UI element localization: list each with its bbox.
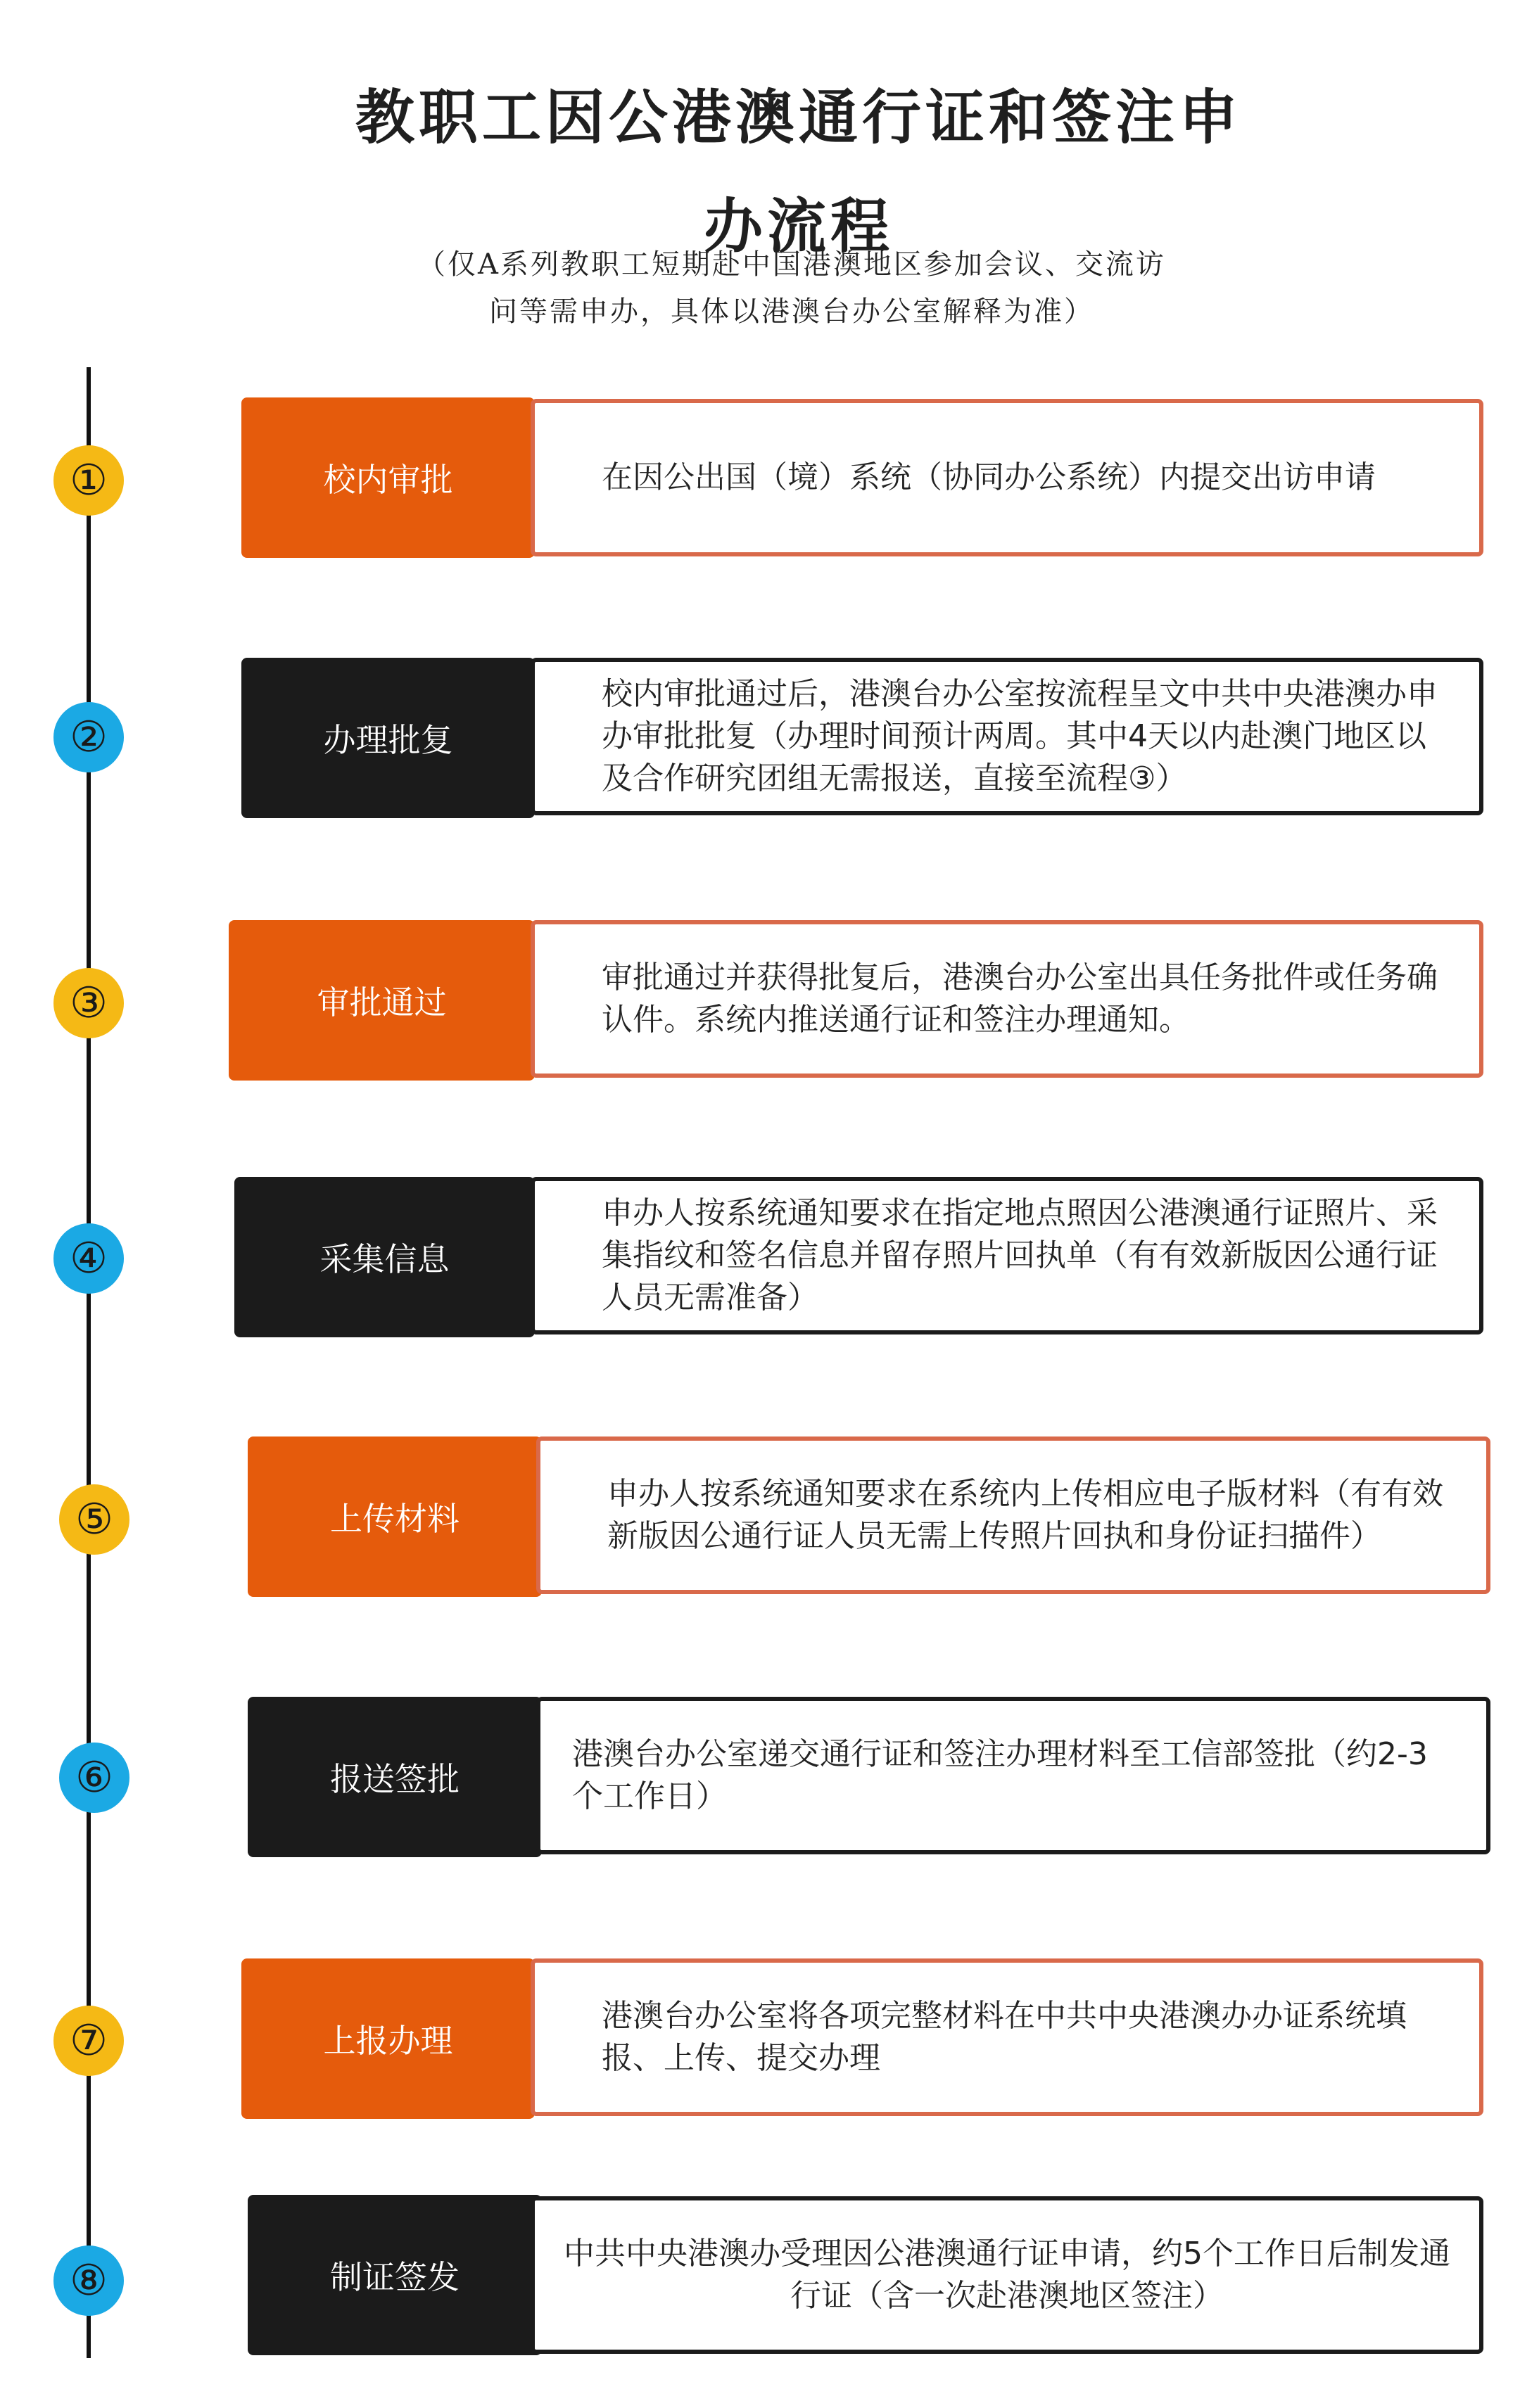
step-7 (0, 1958, 1539, 2124)
step-label: 审批通过 (229, 920, 535, 1081)
step-description (531, 399, 1483, 556)
step-description-text: 港澳台办公室将各项完整材料在中共中央港澳办办证系统填报、上传、提交办理 (602, 1998, 1407, 2076)
page-title-line-2: 办流程 (703, 191, 894, 261)
step-label: 办理批复 (241, 658, 535, 818)
subtitle-line-1: （仅A系列教职工短期赴中国港澳地区参加会议、交流访 (417, 248, 1166, 281)
step-description (536, 1436, 1490, 1594)
page-title-line-1: 教职工因公港澳通行证和签注申 (355, 82, 1242, 152)
step-description (531, 920, 1483, 1078)
step-description (536, 1697, 1490, 1854)
step-description-text: 在因公出国（境）系统（协同办公系统）内提交出访申请 (602, 459, 1376, 495)
subtitle-line-2: 问等需申办，具体以港澳台办公室解释为准） (489, 295, 1094, 328)
step-description (531, 2196, 1483, 2354)
step-label: 上报办理 (241, 1958, 535, 2119)
step-4 (0, 1177, 1539, 1342)
step-number-badge: ⑦ (53, 2006, 124, 2076)
step-description-text: 中共中央港澳办受理因公港澳通行证申请，约5个工作日后制发通行证（含一次赴港澳地区签注） (564, 2236, 1450, 2314)
step-number-badge: ③ (53, 968, 124, 1038)
step-5 (0, 1436, 1539, 1602)
step-label: 制证签发 (248, 2195, 542, 2355)
step-label: 校内审批 (241, 397, 535, 558)
step-description-text: 申办人按系统通知要求在指定地点照因公港澳通行证照片、采集指纹和签名信息并留存照片回执单（有有效新版因公通行证人员无需准备） (602, 1195, 1438, 1316)
step-description (531, 658, 1483, 815)
step-2 (0, 658, 1539, 823)
step-label: 报送签批 (248, 1697, 542, 1857)
step-label: 上传材料 (248, 1436, 542, 1597)
step-description-text: 校内审批通过后，港澳台办公室按流程呈文中共中央港澳办申办审批批复（办理时间预计两周。其中4天以内赴澳门地区以及合作研究团组无需报送，直接至流程③） (602, 676, 1438, 796)
step-number-badge: ② (53, 702, 124, 772)
step-8 (0, 2195, 1539, 2360)
step-6 (0, 1697, 1539, 1862)
step-number-badge: ⑥ (59, 1743, 129, 1813)
step-description-text: 港澳台办公室递交通行证和签注办理材料至工信部签批（约2-3个工作日） (572, 1736, 1428, 1814)
step-number-badge: ⑧ (53, 2245, 124, 2316)
step-description (531, 1177, 1483, 1334)
step-description (531, 1958, 1483, 2116)
step-1 (0, 397, 1539, 563)
step-description-text: 审批通过并获得批复后，港澳台办公室出具任务批件或任务确认件。系统内推送通行证和签注办理通知。 (602, 960, 1438, 1038)
step-number-badge: ⑤ (59, 1484, 129, 1555)
step-label: 采集信息 (234, 1177, 535, 1337)
step-number-badge: ① (53, 445, 124, 516)
step-3 (0, 920, 1539, 1085)
step-description-text: 申办人按系统通知要求在系统内上传相应电子版材料（有有效新版因公通行证人员无需上传照片回执和身份证扫描件） (607, 1476, 1443, 1554)
step-number-badge: ④ (53, 1223, 124, 1294)
